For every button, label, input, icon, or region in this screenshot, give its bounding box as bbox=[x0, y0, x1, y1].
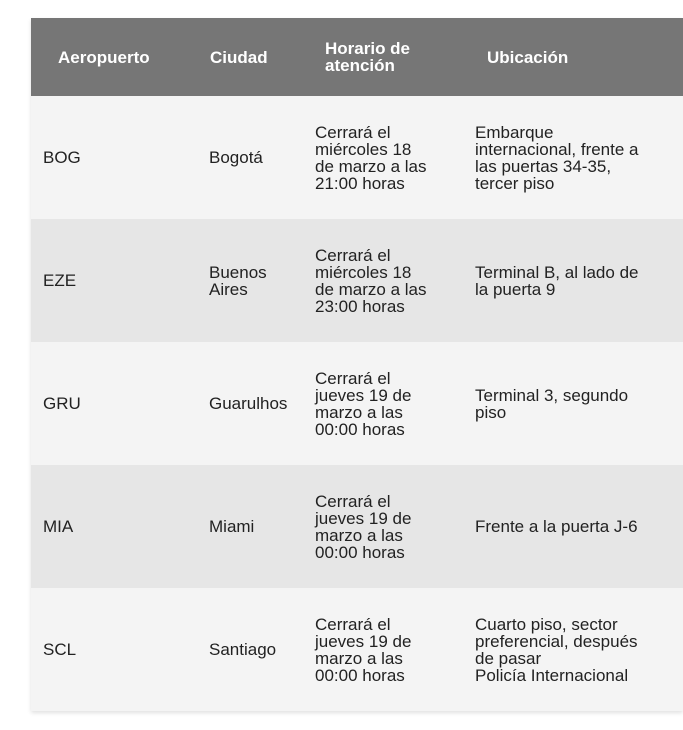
table-row bbox=[31, 588, 683, 711]
cell-hours: Cerrará el jueves 19 de marzo a las 00:00 horas bbox=[315, 614, 412, 685]
table-row bbox=[31, 342, 683, 465]
header-airport: Aeropuerto bbox=[58, 47, 150, 67]
lounge-hours-table-container bbox=[31, 18, 683, 711]
header-hours: Horario de atención bbox=[325, 39, 411, 75]
header-location: Ubicación bbox=[487, 47, 569, 67]
cell-airport: BOG bbox=[43, 148, 81, 167]
cell-hours: Cerrará el jueves 19 de marzo a las 00:00 horas bbox=[315, 368, 412, 439]
table-row bbox=[31, 465, 683, 588]
cell-location: Frente a la puerta J-6 bbox=[475, 517, 638, 536]
header-row bbox=[31, 18, 683, 96]
cell-city: Santiago bbox=[209, 640, 277, 659]
cell-hours: Cerrará el miércoles 18 de marzo a las 23:00 horas bbox=[315, 245, 427, 316]
table-row bbox=[31, 219, 683, 342]
cell-location: Embarque internacional, frente a las puertas 34-35, tercer piso bbox=[475, 122, 639, 193]
cell-airport: SCL bbox=[43, 640, 77, 659]
table-row bbox=[31, 96, 683, 219]
table-body bbox=[31, 96, 683, 711]
lounge-hours-table bbox=[31, 18, 683, 711]
cell-city: Buenos Aires bbox=[209, 262, 267, 299]
cell-hours: Cerrará el jueves 19 de marzo a las 00:00 horas bbox=[315, 491, 412, 562]
table-header bbox=[31, 18, 683, 96]
cell-airport: GRU bbox=[43, 394, 81, 413]
cell-location: Terminal 3, segundo piso bbox=[475, 385, 629, 422]
cell-location: Cuarto piso, sector preferencial, después de pasar Policía Internacional bbox=[475, 614, 638, 685]
cell-airport: EZE bbox=[43, 271, 77, 290]
cell-hours: Cerrará el miércoles 18 de marzo a las 21:00 horas bbox=[315, 122, 427, 193]
cell-airport: MIA bbox=[43, 517, 74, 536]
cell-city: Guarulhos bbox=[209, 394, 288, 413]
cell-city: Miami bbox=[209, 517, 255, 536]
header-city: Ciudad bbox=[210, 47, 268, 67]
cell-location: Terminal B, al lado de la puerta 9 bbox=[475, 262, 639, 299]
cell-city: Bogotá bbox=[209, 148, 263, 167]
